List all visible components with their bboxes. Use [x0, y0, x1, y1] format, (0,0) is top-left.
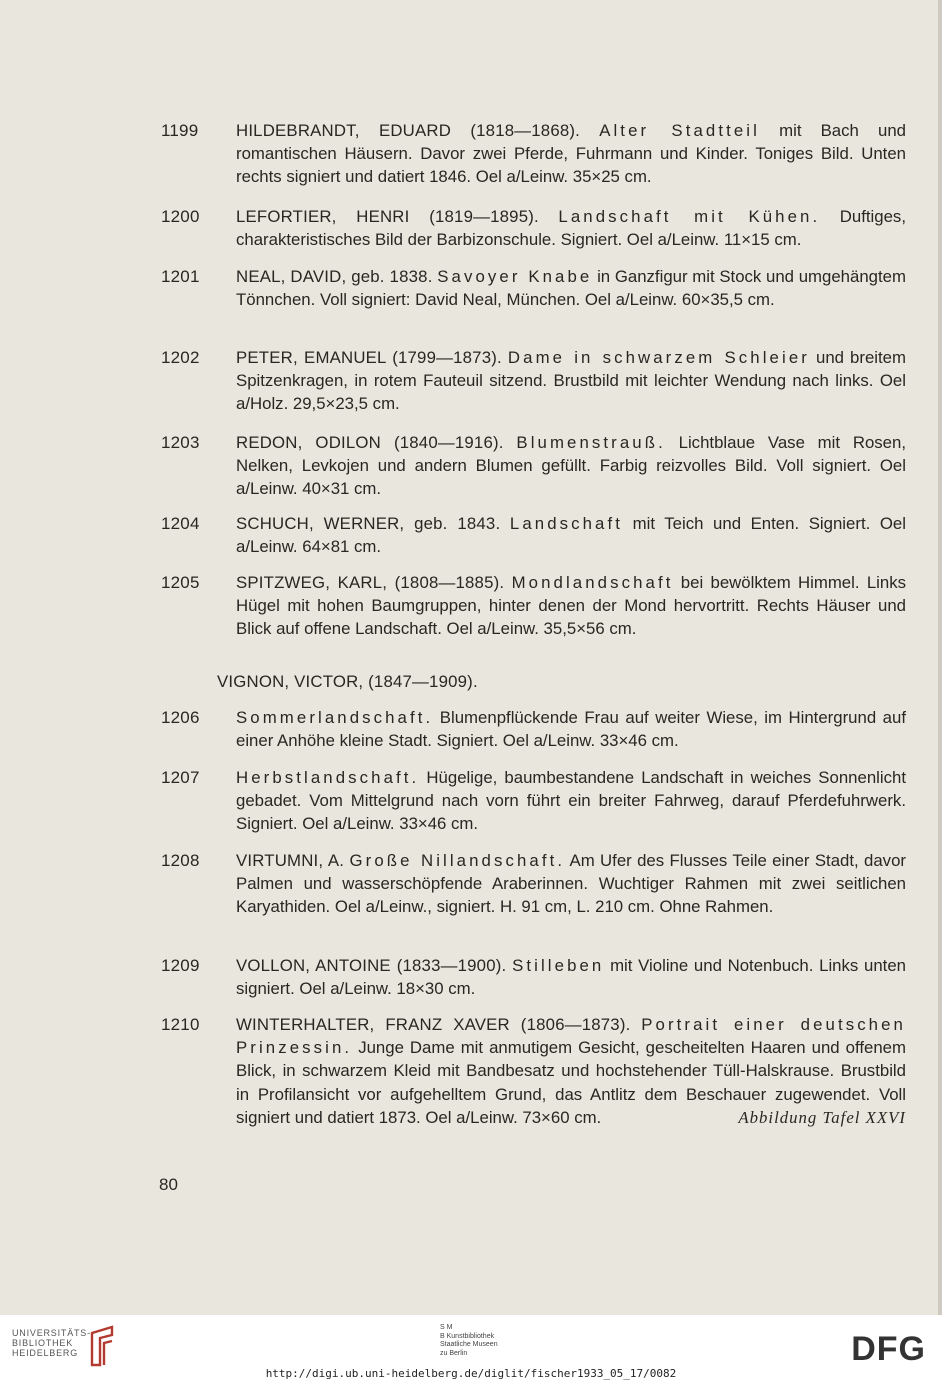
- artist-name: LEFORTIER, HENRI (1819—1895).: [236, 207, 539, 226]
- university-logo-icon: [86, 1325, 116, 1367]
- lot-description: [236, 431, 906, 501]
- source-url[interactable]: http://digi.ub.uni-heidelberg.de/diglit/fischer1933_05_17/0082: [265, 1367, 677, 1380]
- artist-name: SPITZWEG, KARL, (1808—1885).: [236, 573, 505, 592]
- work-description: mit Violine und Notenbuch. Links unten signiert. Oel a/Leinw. 18×30 cm.: [236, 956, 906, 999]
- lot-number: 1200: [161, 207, 200, 226]
- lot-number: 1203: [161, 433, 200, 452]
- work-description: Duftiges, charakteristisches Bild der Barbizonschule. Signiert. Oel a/Leinw. 11×15 cm.: [236, 207, 906, 250]
- lot-description: [236, 571, 906, 641]
- lot-description: [236, 706, 906, 752]
- page-number: 80: [159, 1175, 178, 1194]
- artist-name: VOLLON, ANTOINE (1833—1900).: [236, 956, 507, 975]
- work-description: Lichtblaue Vase mit Rosen, Nelken, Levkojen und andern Blumen gefüllt. Farbig reizvolles Bild. Voll signiert. Oel a/Leinw. 40×31 cm.: [236, 433, 906, 499]
- artist-name: NEAL, DAVID, geb. 1838.: [236, 267, 433, 286]
- section-heading-artist: VIGNON, VICTOR, (1847—1909).: [217, 672, 478, 691]
- stamp-line: S M: [440, 1324, 453, 1331]
- artist-name: HILDEBRANDT, EDUARD (1818—1868).: [236, 121, 581, 140]
- artist-name: WINTERHALTER, FRANZ XAVER (1806—1873).: [236, 1015, 631, 1034]
- work-description: mit Bach und romantischen Häusern. Davor zwei Pferde, Fuhrmann und Kinder. Toniges Bild. Unten rechts signiert und datiert 1846. Oel a/Leinw. 35×25 cm.: [236, 121, 906, 187]
- plate-reference: Abbildung Tafel XXVI: [738, 1107, 906, 1127]
- stamp-line: zu Berlin: [440, 1349, 468, 1357]
- lot-number: 1207: [161, 768, 200, 787]
- stamp-line: B Kunstbibliothek: [440, 1332, 495, 1340]
- dfg-logo: DFG: [851, 1330, 926, 1368]
- university-line: BIBLIOTHEK: [12, 1338, 74, 1348]
- stamp-line: Staatliche Museen: [440, 1341, 498, 1349]
- lot-description: [236, 119, 906, 189]
- work-title: Dame in schwarzem Schleier: [507, 348, 810, 367]
- lot-number: 1205: [161, 573, 200, 592]
- museum-stamp: [440, 1324, 498, 1358]
- work-description: Junge Dame mit anmutigem Gesicht, gescheitelten Haaren und offenem Blick, in schwarzem Kleid mit Bandbesatz und hochstehender Tüll-Halskrause. Brustbild in Profilansicht vor aufgehelltem Grund, das Antlitz dem Beschauer zugewendet. Voll signiert und datiert 1873. Oel a/Leinw. 73×60 cm.: [236, 1038, 906, 1127]
- work-title: Savoyer Knabe: [437, 267, 593, 286]
- work-description: Am Ufer des Flusses Teile einer Stadt, davor Palmen und wasserschöpfende Araberinnen. Wuchtiger Rahmen mit zwei seitlichen Karyathiden. Oel a/Leinw., signiert. H. 91 cm, L. 210 cm. Ohne Rahmen.: [236, 851, 906, 917]
- work-description: in Ganzfigur mit Stock und umgehängtem Tönnchen. Voll signiert: David Neal, München. Oel a/Leinw. 60×35,5 cm.: [236, 267, 906, 310]
- page-edge: [938, 0, 942, 1315]
- artist-name: PETER, EMANUEL (1799—1873).: [236, 348, 502, 367]
- work-description: und breitem Spitzenkragen, in rotem Fauteuil sitzend. Brustbild mit leichter Wendung nach links. Oel a/Holz. 29,5×23,5 cm.: [236, 348, 906, 414]
- lot-number: 1210: [161, 1015, 200, 1034]
- digitization-footer: [0, 1315, 942, 1382]
- lot-description: [236, 766, 906, 836]
- work-title: Große Nillandschaft.: [349, 851, 566, 870]
- lot-number: 1209: [161, 956, 200, 975]
- work-title: Mondlandschaft: [511, 573, 674, 592]
- artist-name: SCHUCH, WERNER, geb. 1843.: [236, 514, 501, 533]
- work-description: mit Teich und Enten. Signiert. Oel a/Leinw. 64×81 cm.: [236, 514, 906, 557]
- work-title: Herbstlandschaft.: [236, 768, 420, 787]
- university-line: HEIDELBERG: [12, 1348, 79, 1358]
- work-title: Blumenstrauß.: [516, 433, 666, 452]
- university-library-label: [12, 1328, 91, 1358]
- lot-number: 1208: [161, 851, 200, 870]
- work-description: bei bewölktem Himmel. Links Hügel mit hohen Baumgruppen, hinter denen der Mond hervortritt. Rechts Häuser und Blick auf offene Landschaft. Oel a/Leinw. 35,5×56 cm.: [236, 573, 907, 639]
- lot-description: [236, 954, 906, 1000]
- lot-description: [236, 205, 906, 251]
- work-description: Blumenpflückende Frau auf weiter Wiese, im Hintergrund auf einer Anhöhe kleine Stadt. Signiert. Oel a/Leinw. 33×46 cm.: [236, 708, 906, 751]
- university-line: UNIVERSITÄTS-: [12, 1328, 91, 1338]
- work-title: Portrait einer deutschen Prinzessin.: [236, 1015, 906, 1058]
- artist-name: VIRTUMNI, A.: [236, 851, 345, 870]
- lot-description: [236, 346, 906, 416]
- work-title: Alter Stadtteil: [599, 121, 760, 140]
- lot-description: [236, 1013, 906, 1129]
- lot-number: 1201: [161, 267, 200, 286]
- lot-number: 1199: [161, 121, 199, 140]
- lot-number: 1202: [161, 348, 200, 367]
- work-title: Landschaft: [509, 514, 624, 533]
- work-description: Hügelige, baumbestandene Landschaft in weiches Sonnenlicht gebadet. Vom Mittelgrund nach vorn führt ein breiter Fahrweg, darauf Pferdefuhrwerk. Signiert. Oel a/Leinw. 33×46 cm.: [236, 768, 906, 834]
- lot-description: [236, 265, 906, 311]
- lot-description: [236, 512, 906, 558]
- artist-name: REDON, ODILON (1840—1916).: [236, 433, 504, 452]
- lot-number: 1204: [161, 514, 200, 533]
- lot-number: 1206: [161, 708, 200, 727]
- work-title: Landschaft mit Kühen.: [558, 207, 821, 226]
- lot-description: [236, 849, 906, 919]
- work-title: Stilleben: [512, 956, 605, 975]
- work-title: Sommerlandschaft.: [236, 708, 434, 727]
